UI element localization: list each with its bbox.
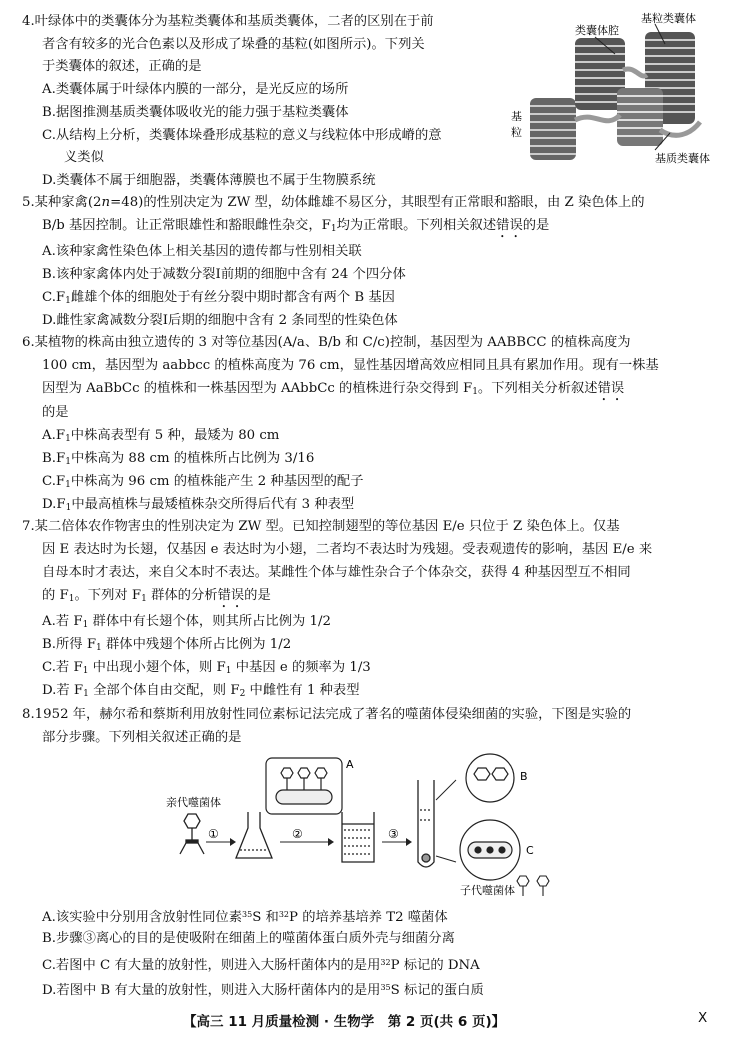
beaker bbox=[342, 812, 374, 862]
q7-stem-line4 bbox=[42, 586, 271, 611]
q8a-b: S 和 bbox=[252, 910, 279, 925]
arrow-1-head bbox=[230, 838, 236, 846]
q5-text-b: =48)的性别决定为 ZW 型，幼体雌雄不易区分，其眼型有正常眼和豁眼，由 Z 染色体上的 bbox=[110, 195, 645, 210]
q7-option-c bbox=[42, 658, 371, 681]
q5c-b: 雌雄个体的细胞处于有丝分裂中期时都含有两个 B 基因 bbox=[70, 290, 395, 305]
arrow-to-b bbox=[436, 780, 456, 800]
q4-stem-line2: 者含有较多的光合色素以及形成了垛叠的基粒(如图所示)。下列关 bbox=[42, 37, 425, 52]
q6-option-a bbox=[42, 426, 279, 449]
q7-stem-line2: 因 E 表达时为长翅，仅基因 e 表达时为小翅，二者均不表达时为残翅。受表观遗传的影响，基因 E/e 来 bbox=[42, 542, 653, 557]
q4-option-c: C.从结构上分析，类囊体垛叠形成基粒的意义与线粒体中形成嵴的意 bbox=[42, 128, 442, 143]
q7c-sub2: 1 bbox=[225, 666, 232, 676]
q7d-a: D.若 F bbox=[42, 683, 84, 698]
q7c-c: 中基因 e 的频率为 1/3 bbox=[231, 660, 371, 675]
q7a-a: A.若 F bbox=[42, 614, 83, 629]
q7-t1: 的 F bbox=[42, 588, 69, 603]
child-phage-icons bbox=[517, 876, 549, 896]
q6b-sub: 1 bbox=[65, 457, 71, 467]
q8-stem-line1: 8.1952 年，赫尔希和蔡斯利用放射性同位素标记法完成了著名的噬菌体侵染细菌的实验，下图是实验的 bbox=[22, 707, 632, 722]
parent-phage-icon bbox=[180, 814, 204, 854]
q6a-sub: 1 bbox=[65, 434, 71, 444]
q7b-b: 群体中残翅个体所占比例为 1/2 bbox=[101, 637, 292, 652]
q6-option-c bbox=[42, 472, 364, 495]
q4-option-a: A.类囊体属于叶绿体内膜的一部分，是光反应的场所 bbox=[42, 82, 349, 97]
q8-option-d bbox=[42, 978, 484, 1000]
label-granum-thylakoid: 基粒类囊体 bbox=[641, 12, 696, 25]
q6-sub: 1 bbox=[472, 387, 478, 397]
q6a-b: 中株高表型有 5 种，最矮为 80 cm bbox=[70, 428, 280, 443]
label-parent-phage: 亲代噬菌体 bbox=[166, 796, 221, 809]
q8d-a: D.若图中 B 有大量的放射性，则进入大肠杆菌体内的是用 bbox=[42, 983, 381, 998]
q8-option-c bbox=[42, 953, 480, 975]
q7-option-d bbox=[42, 681, 360, 704]
q6c-a: C.F bbox=[42, 474, 66, 489]
q4-option-c-cont: 义类似 bbox=[64, 150, 104, 165]
q7d-sub2: 2 bbox=[239, 689, 246, 699]
q4-stem-line1: 4.叶绿体中的类囊体分为基粒类囊体和基质类囊体，二者的区别在于前 bbox=[22, 14, 434, 29]
q8c-a: C.若图中 C 有大量的放射性，则进入大肠杆菌体内的是用 bbox=[42, 958, 381, 973]
q8-option-a bbox=[42, 905, 448, 927]
q6-emphasis: 错误 bbox=[597, 381, 625, 396]
q4-stem-line3: 于类囊体的叙述，正确的是 bbox=[42, 59, 202, 74]
label-b: B bbox=[520, 770, 528, 783]
q6-stem-line1: 6.某植物的株高由独立遗传的 3 对等位基因(A/a、B/b 和 C/c)控制，基因型为 AABBCC 的植株高度为 bbox=[22, 335, 631, 350]
q7d-b: 全部个体自由交配，则 F bbox=[88, 683, 240, 698]
q8c-sup: 32 bbox=[380, 958, 391, 967]
q6-text-b: 。下列相关分析叙述 bbox=[477, 381, 598, 396]
q5-option-c bbox=[42, 288, 395, 311]
q7a-sub: 1 bbox=[82, 620, 89, 630]
q8-option-b: B.步骤③离心的目的是使吸附在细菌上的噬菌体蛋白质外壳与细菌分离 bbox=[42, 931, 455, 946]
q7-t4: 的是 bbox=[244, 588, 271, 603]
label-stroma-thylakoid: 基质类囊体 bbox=[655, 152, 710, 165]
label-c: C bbox=[526, 844, 534, 857]
arrow-3-head bbox=[406, 838, 412, 846]
q8-stem-line2: 部分步骤。下列相关叙述正确的是 bbox=[42, 730, 242, 745]
q6d-a: D.F bbox=[42, 497, 66, 512]
q7-option-a bbox=[42, 612, 331, 635]
q6-text-a: 因型为 AaBbCc 的植株和一株基因型为 AAbbCc 的植株进行杂交得到 F bbox=[42, 381, 473, 396]
q5-option-d: D.雌性家禽减数分裂Ⅰ后期的细胞中含有 2 条同型的性染色体 bbox=[42, 313, 398, 328]
q7-s1: 1 bbox=[68, 594, 75, 604]
q7b-a: B.所得 F bbox=[42, 637, 97, 652]
q7d-c: 中雌性有 1 种表型 bbox=[245, 683, 360, 698]
q8c-b: P 标记的 DNA bbox=[390, 958, 480, 973]
q6-stem-line2: 100 cm，基因型为 aabbcc 的植株高度为 76 cm，显性基因增高效应相同且具有累加作用。现有一株基 bbox=[42, 358, 659, 373]
label-granum-1: 基 bbox=[511, 110, 522, 123]
conical-flask bbox=[236, 812, 272, 858]
q5-option-b: B.该种家禽体内处于减数分裂Ⅰ前期的细胞中含有 24 个四分体 bbox=[42, 267, 406, 282]
q6-option-d bbox=[42, 495, 354, 518]
q5-stem-line2 bbox=[42, 216, 549, 241]
q7-t2: 。下列对 F bbox=[74, 588, 142, 603]
label-a: A bbox=[346, 758, 354, 771]
q7-stem-line1: 7.某二倍体农作物害虫的性别决定为 ZW 型。已知控制翅型的等位基因 E/e 只位于 Z 染色体上。仅基 bbox=[22, 519, 620, 534]
centrifuge-tube bbox=[418, 780, 434, 867]
label-granum-2: 粒 bbox=[511, 126, 522, 139]
q8a-a: A.该实验中分别用含放射性同位素 bbox=[42, 910, 242, 925]
granum-stack-left bbox=[530, 98, 576, 160]
footer-text: 【高三 11 月质量检测 · 生物学 第 2 页(共 6 页)】 bbox=[183, 1014, 506, 1030]
q7a-b: 群体中有长翅个体，则其所占比例为 1/2 bbox=[88, 614, 331, 629]
pellet-circle-c bbox=[460, 820, 520, 880]
q7c-a: C.若 F bbox=[42, 660, 83, 675]
granum-stack-front bbox=[617, 88, 663, 146]
supernatant-circle-b bbox=[466, 754, 514, 802]
step-2: ② bbox=[292, 827, 303, 841]
phage-experiment-figure bbox=[160, 750, 580, 900]
q7-stem-line3: 自母本时才表达，来自父本时不表达。某雌性个体与雄性杂合子个体杂交，获得 4 种基因型互不相同 bbox=[42, 565, 631, 580]
q7-option-b bbox=[42, 635, 291, 658]
q6d-b: 中最高植株与最矮植株杂交所得后代有 3 种表型 bbox=[71, 497, 355, 512]
footer-mark: X bbox=[698, 1010, 708, 1026]
q6b-a: B.F bbox=[42, 451, 66, 466]
q6-stem-line4: 的是 bbox=[42, 405, 69, 420]
q5-text-c: B/b 基因控制。让正常眼雄性和豁眼雌性杂交，F bbox=[42, 218, 331, 233]
label-lumen: 类囊体腔 bbox=[575, 24, 619, 37]
q7-s2: 1 bbox=[141, 594, 147, 604]
q7b-sub: 1 bbox=[96, 643, 102, 653]
q6-option-b bbox=[42, 449, 314, 472]
arrow-2-head bbox=[328, 838, 334, 846]
q7-emphasis: 错误 bbox=[217, 588, 245, 603]
q4-option-d: D.类囊体不属于细胞器，类囊体薄膜也不属于生物膜系统 bbox=[42, 173, 376, 188]
q8a-c: P 的培养基培养 T2 噬菌体 bbox=[289, 910, 448, 925]
q6c-b: 中株高为 96 cm 的植株能产生 2 种基因型的配子 bbox=[70, 474, 364, 489]
thylakoid-figure bbox=[505, 10, 733, 170]
q7d-sub: 1 bbox=[83, 689, 89, 699]
q6d-sub: 1 bbox=[65, 503, 72, 513]
step-1: ① bbox=[208, 827, 219, 841]
q7c-sub: 1 bbox=[82, 666, 89, 676]
q8a-sup1: 35 bbox=[242, 910, 253, 919]
q6c-sub: 1 bbox=[65, 480, 71, 490]
arrow-to-c bbox=[436, 856, 456, 862]
q5c-sub: 1 bbox=[65, 296, 71, 306]
q5-text-a: 5.某种家禽(2 bbox=[22, 195, 102, 210]
q6b-b: 中株高为 88 cm 的植株所占比例为 3/16 bbox=[70, 451, 315, 466]
q5-var-n: n bbox=[101, 195, 111, 210]
q8d-b: S 标记的蛋白质 bbox=[390, 983, 484, 998]
q8a-sup2: 32 bbox=[278, 910, 290, 919]
step-3: ③ bbox=[388, 827, 399, 841]
q5-option-a: A.该种家禽性染色体上相关基因的遗传都与性别相关联 bbox=[42, 244, 362, 259]
q8d-sup: 35 bbox=[380, 983, 391, 992]
q5-text-e: 的是 bbox=[522, 218, 550, 233]
q5c-a: C.F bbox=[42, 290, 66, 305]
q6a-a: A.F bbox=[42, 428, 66, 443]
q5-emphasis: 错误 bbox=[496, 218, 523, 233]
label-child-phage: 子代噬菌体 bbox=[460, 884, 515, 897]
infected-bacteria-box bbox=[266, 758, 342, 814]
q5-sub: 1 bbox=[330, 224, 337, 234]
q5-stem-line1 bbox=[22, 193, 645, 212]
q5-text-d: 均为正常眼。下列相关叙述 bbox=[336, 218, 497, 233]
q4-option-b: B.据图推测基质类囊体吸收光的能力强于基粒类囊体 bbox=[42, 105, 349, 120]
q7-t3: 群体的分析 bbox=[146, 588, 218, 603]
q7c-b: 中出现小翅个体，则 F bbox=[88, 660, 226, 675]
q6-stem-line3 bbox=[42, 379, 624, 404]
